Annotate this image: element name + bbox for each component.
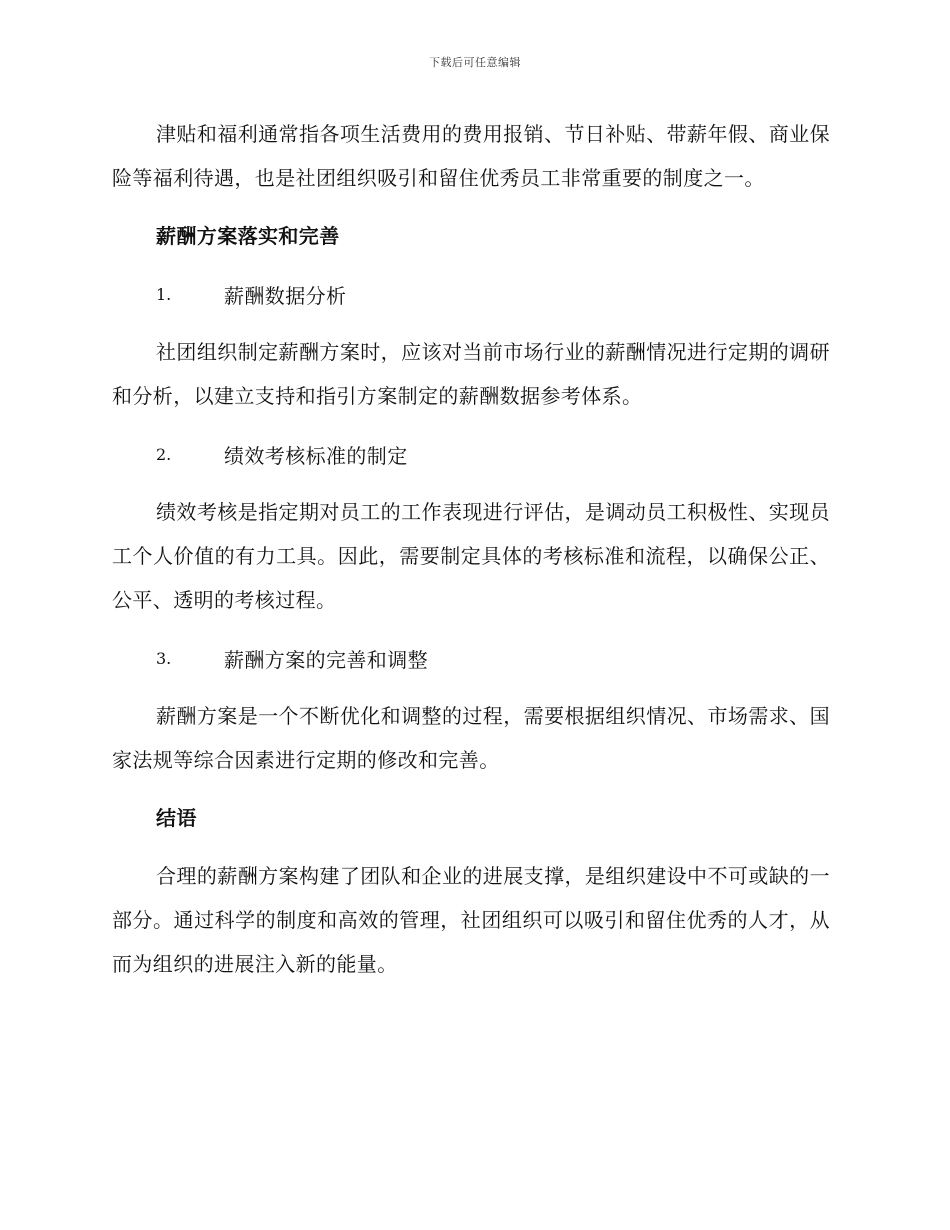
paragraph-conclusion: 合理的薪酬方案构建了团队和企业的进展支撑，是组织建设中不可或缺的一部分。通过科学的制度和高效的管理，社团组织可以吸引和留住优秀的人才，从而为组织的进展注入新的能量。: [112, 864, 830, 976]
page-header: 下载后可任意编辑: [429, 56, 521, 69]
paragraph-performance: 绩效考核是指定期对员工的工作表现进行评估，是调动员工积极性、实现员工个人价值的有力工具。因此，需要制定具体的考核标准和流程，以确保公正、公平、透明的考核过程。: [112, 500, 830, 612]
list-item-title: 薪酬方案的完善和调整: [224, 647, 428, 672]
list-number: 2.: [156, 444, 172, 464]
conclusion-heading: 结语: [156, 806, 197, 830]
section-heading: 薪酬方案落实和完善: [156, 224, 340, 248]
list-item-title: 绩效考核标准的制定: [224, 443, 408, 468]
list-number: 3.: [156, 648, 172, 668]
paragraph-improvement: 薪酬方案是一个不断优化和调整的过程，需要根据组织情况、市场需求、国家法规等综合因素进行定期的修改和完善。: [112, 704, 830, 772]
paragraph-benefits: 津贴和福利通常指各项生活费用的费用报销、节日补贴、带薪年假、商业保险等福利待遇，也是社团组织吸引和留住优秀员工非常重要的制度之一。: [112, 122, 830, 190]
document-body: [112, 112, 830, 1000]
list-item-title: 薪酬数据分析: [224, 283, 347, 308]
paragraph-data-analysis: 社团组织制定薪酬方案时，应该对当前市场行业的薪酬情况进行定期的调研和分析，以建立支持和指引方案制定的薪酬数据参考体系。: [112, 340, 830, 408]
list-number: 1.: [156, 284, 172, 304]
list-item-2: [156, 432, 830, 476]
list-item-1: [156, 272, 830, 316]
list-item-3: [156, 636, 830, 680]
